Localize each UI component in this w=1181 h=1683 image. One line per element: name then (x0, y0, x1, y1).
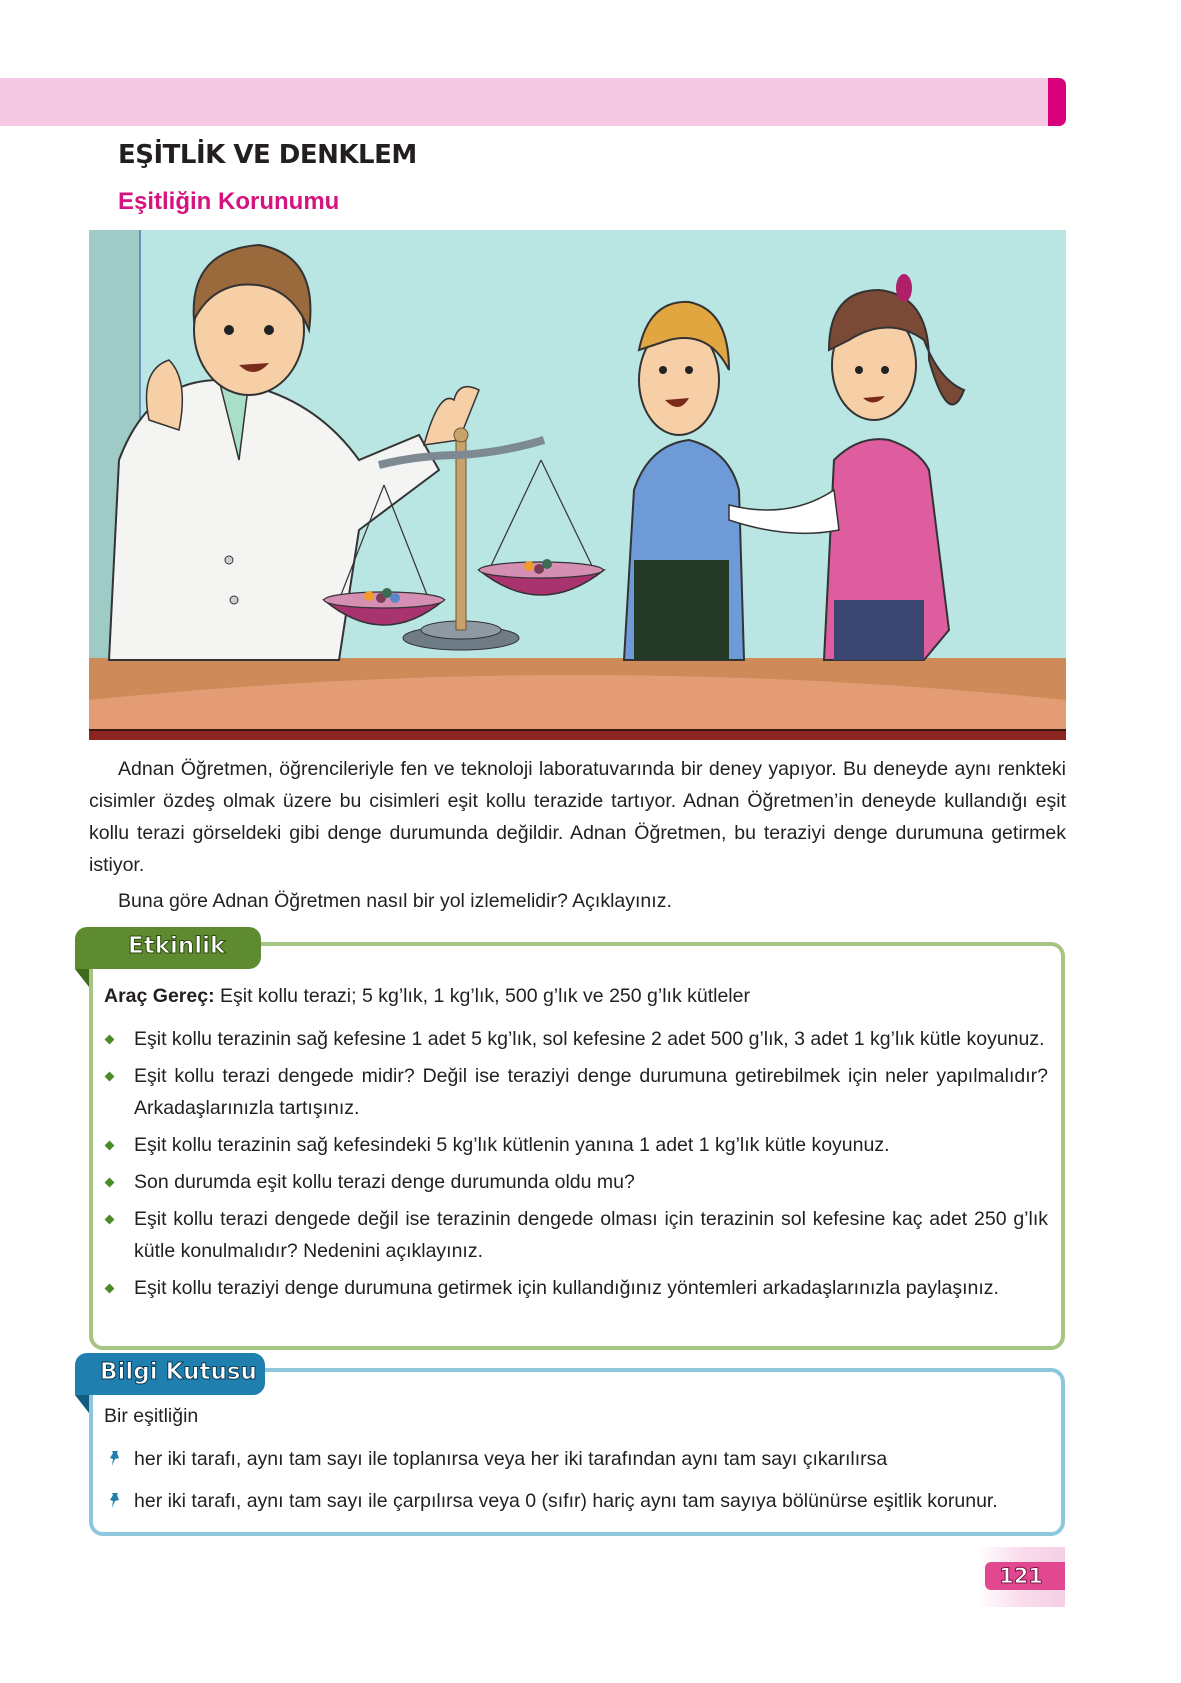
etkinlik-item (104, 1203, 1048, 1267)
etkinlik-item (104, 1023, 1048, 1055)
bilgi-list (104, 1443, 1054, 1527)
bilgi-item-text: her iki tarafı, aynı tam sayı ile toplanırsa veya her iki tarafından aynı tam sayı çıkarılırsa (134, 1448, 888, 1470)
tools-line (104, 985, 750, 1008)
diamond-bullet-icon (105, 1284, 115, 1294)
diamond-bullet-icon (105, 1072, 115, 1082)
etkinlik-item-text: Son durumda eşit kollu terazi denge durumunda oldu mu? (134, 1171, 635, 1193)
bilgi-item (104, 1443, 1054, 1475)
etkinlik-item (104, 1272, 1048, 1304)
pushpin-icon (108, 1450, 122, 1468)
etkinlik-item (104, 1129, 1048, 1161)
etkinlik-item-text: Eşit kollu terazinin sağ kefesindeki 5 kg’lık kütlenin yanına 1 adet 1 kg’lık kütle koyunuz. (134, 1134, 890, 1156)
top-banner-tab (1048, 78, 1066, 126)
intro-question: Buna göre Adnan Öğretmen nasıl bir yol izlemelidir? Açıklayınız. (118, 890, 672, 912)
etkinlik-item-text: Eşit kollu terazi dengede midir? Değil ise teraziyi denge durumuna getirebilmek için neler yapılmalıdır? Arkadaşlarınızla tartışınız. (134, 1065, 1048, 1119)
etkinlik-list (104, 1023, 1048, 1309)
tools-value: Eşit kollu terazi; 5 kg’lık, 1 kg’lık, 500 g’lık ve 250 g’lık kütleler (214, 985, 750, 1007)
diamond-bullet-icon (105, 1178, 115, 1188)
etkinlik-label: Etkinlik (128, 933, 226, 959)
top-banner (0, 78, 1048, 126)
bilgi-item (104, 1485, 1054, 1517)
unit-title: EŞİTLİK VE DENKLEM (118, 140, 417, 170)
etkinlik-item-text: Eşit kollu terazinin sağ kefesine 1 adet 5 kg’lık, sol kefesine 2 adet 500 g’lık, 3 adet 1 kg’lık kütle koyunuz. (134, 1028, 1045, 1050)
section-title: Eşitliğin Korunumu (118, 188, 340, 215)
bilgi-item-text: her iki tarafı, aynı tam sayı ile çarpılırsa veya 0 (sıfır) hariç aynı tam sayıya bölünürse eşitlik korunur. (134, 1490, 998, 1512)
intro-text: Adnan Öğretmen, öğrencileriyle fen ve teknoloji laboratuvarında bir deney yapıyor. Bu deneyde aynı renkteki cisimler özdeş olmak üzere bu cisimleri eşit kollu terazide tartıyor. Adnan Öğretmen’in deneyde kullandığı eşit kollu terazi görseldeki gibi denge durumunda değildir. Adnan Öğretmen, bu teraziyi denge durumuna getirmek istiyor. (89, 758, 1066, 876)
bilgi-label: Bilgi Kutusu (100, 1359, 257, 1385)
etkinlik-tab-fold (75, 969, 89, 987)
lab-scene-illustration (89, 230, 1066, 740)
diamond-bullet-icon (105, 1141, 115, 1151)
pushpin-icon (108, 1492, 122, 1510)
etkinlik-item-text: Eşit kollu teraziyi denge durumuna getirmek için kullandığınız yöntemleri arkadaşlarınızla paylaşınız. (134, 1277, 999, 1299)
etkinlik-item-text: Eşit kollu terazi dengede değil ise terazinin dengede olması için terazinin sol kefesine kaç adet 250 g’lık kütle konulmalıdır? Nedenini açıklayınız. (134, 1208, 1048, 1262)
bilgi-intro: Bir eşitliğin (104, 1405, 199, 1427)
diamond-bullet-icon (105, 1215, 115, 1225)
etkinlik-item (104, 1060, 1048, 1124)
diamond-bullet-icon (105, 1035, 115, 1045)
intro-paragraph (89, 753, 1066, 881)
tools-label: Araç Gereç: (104, 985, 215, 1007)
etkinlik-item (104, 1166, 1048, 1198)
page-number: 121 (999, 1564, 1043, 1588)
boy-figure (624, 302, 744, 660)
bilgi-tab-fold (75, 1395, 89, 1413)
